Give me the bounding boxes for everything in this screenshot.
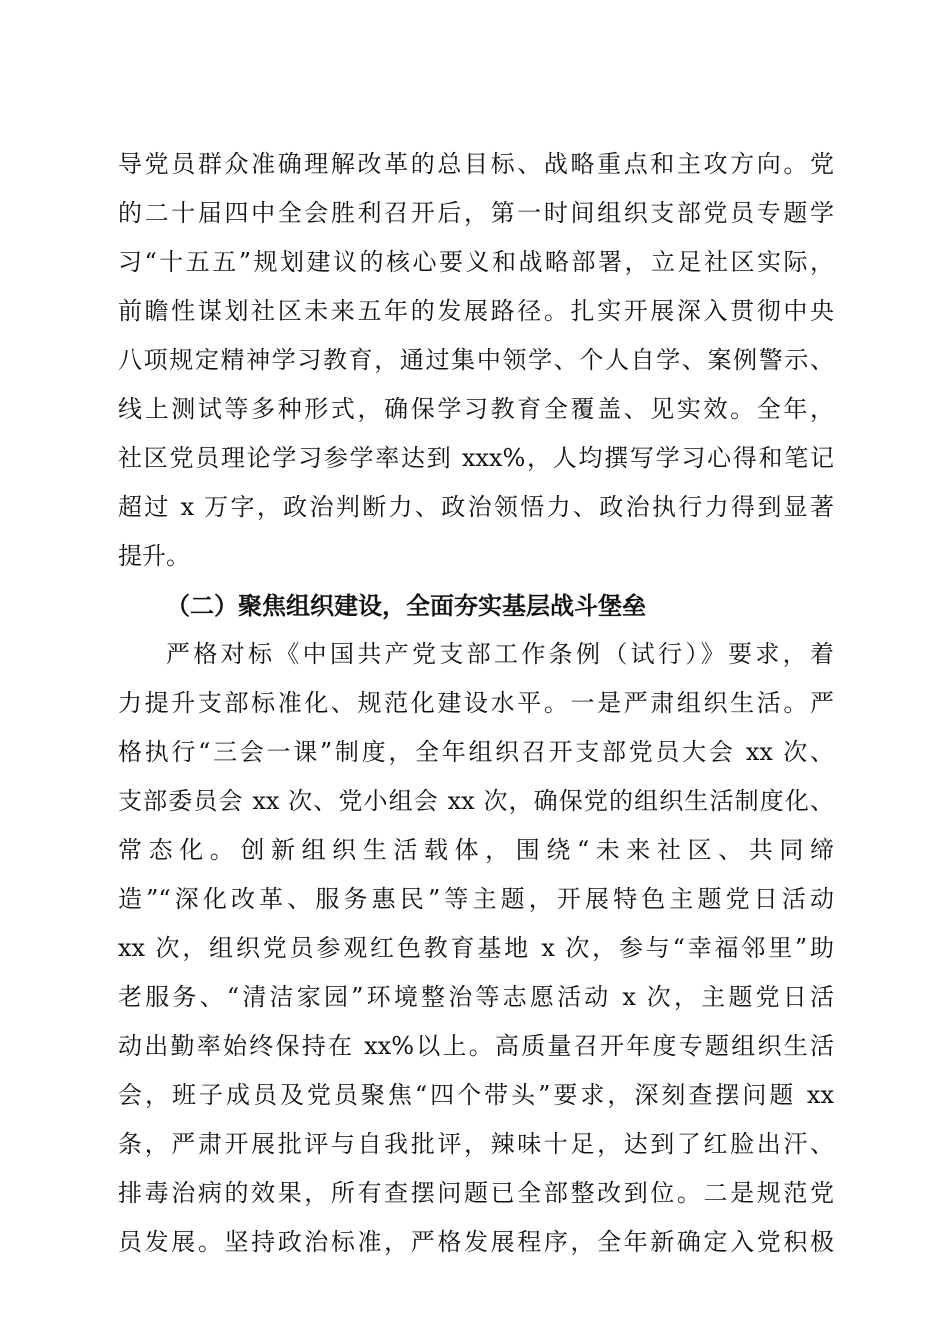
text-line: 超过 x 万字，政治判断力、政治领悟力、政治执行力得到显著 (118, 493, 834, 521)
text-line: 常态化。创新组织生活载体，围绕“未来社区、共同缔 (118, 836, 834, 864)
text-line: 条，严肃开展批评与自我批评，辣味十足，达到了红脸出汗、 (118, 1130, 834, 1158)
text-line: 严格对标《中国共产党支部工作条例（试行）》要求，着 (166, 640, 834, 668)
text-line: 动出勤率始终保持在 xx%以上。高质量召开年度专题组织生活 (118, 1032, 834, 1060)
text-line: 员发展。坚持政治标准，严格发展程序，全年新确定入党积极 (118, 1228, 834, 1256)
text-line: 支部委员会 xx 次、党小组会 xx 次，确保党的组织生活制度化、 (118, 787, 834, 815)
text-line: 八项规定精神学习教育，通过集中领学、个人自学、案例警示、 (118, 346, 834, 374)
document-page (118, 140, 834, 1267)
text-line: 力提升支部标准化、规范化建设水平。一是严肃组织生活。严 (118, 689, 834, 717)
text-line: 前瞻性谋划社区未来五年的发展路径。扎实开展深入贯彻中央 (118, 297, 834, 325)
text-line: 导党员群众准确理解改革的总目标、战略重点和主攻方向。党 (118, 150, 834, 178)
section-heading: （二）聚焦组织建设，全面夯实基层战斗堡垒 (166, 591, 646, 620)
text-line: 提升。 (118, 542, 190, 570)
text-line: 老服务、“清洁家园”环境整治等志愿活动 x 次，主题党日活 (118, 983, 834, 1011)
text-line: 社区党员理论学习参学率达到 xxx%，人均撰写学习心得和笔记 (118, 444, 834, 472)
text-line: xx 次，组织党员参观红色教育基地 x 次，参与“幸福邻里”助 (118, 934, 834, 962)
text-line: 习“十五五”规划建议的核心要义和战略部署，立足社区实际， (118, 248, 834, 276)
text-line: 排毒治病的效果，所有查摆问题已全部整改到位。二是规范党 (118, 1179, 834, 1207)
text-line: 格执行“三会一课”制度，全年组织召开支部党员大会 xx 次、 (118, 738, 834, 766)
paragraph-theory-study (118, 140, 834, 581)
text-line: 线上测试等多种形式，确保学习教育全覆盖、见实效。全年， (118, 395, 834, 423)
paragraph-organization-building (118, 630, 834, 1267)
text-line: 造”“深化改革、服务惠民”等主题，开展特色主题党日活动 (118, 885, 834, 913)
text-line: 会，班子成员及党员聚焦“四个带头”要求，深刻查摆问题 xx (118, 1081, 834, 1109)
text-line: 的二十届四中全会胜利召开后，第一时间组织支部党员专题学 (118, 199, 834, 227)
